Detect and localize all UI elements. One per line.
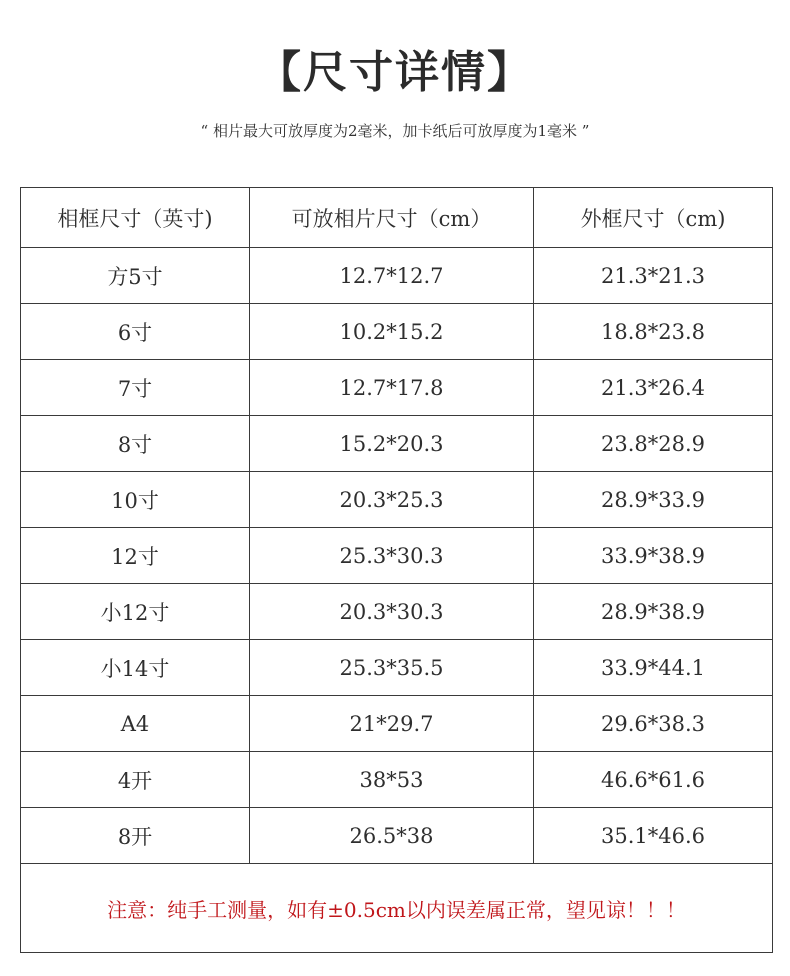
page-subtitle: “ 相片最大可放厚度为2毫米，加卡纸后可放厚度为1毫米 ” (200, 122, 590, 140)
cell-photo-size: 15.2*20.3 (250, 416, 534, 472)
header-frame-size: 相框尺寸（英寸) (21, 188, 250, 248)
measurement-note: 注意：纯手工测量，如有±0.5cm以内误差属正常，望见谅！！！ (21, 864, 773, 953)
cell-outer-size: 33.9*38.9 (534, 528, 773, 584)
cell-frame-size: 8开 (21, 808, 250, 864)
table-header-row (21, 188, 773, 248)
cell-outer-size: 21.3*26.4 (534, 360, 773, 416)
cell-frame-size: 7寸 (21, 360, 250, 416)
table-row (21, 752, 773, 808)
cell-photo-size: 20.3*30.3 (250, 584, 534, 640)
header-outer-size: 外框尺寸（cm) (534, 188, 773, 248)
table-row (21, 304, 773, 360)
cell-photo-size: 12.7*12.7 (250, 248, 534, 304)
table-row (21, 248, 773, 304)
table-row (21, 696, 773, 752)
cell-frame-size: 10寸 (21, 472, 250, 528)
size-table (20, 187, 773, 953)
cell-outer-size: 35.1*46.6 (534, 808, 773, 864)
cell-frame-size: A4 (21, 696, 250, 752)
cell-photo-size: 38*53 (250, 752, 534, 808)
table-row (21, 808, 773, 864)
table-row (21, 360, 773, 416)
cell-frame-size: 小14寸 (21, 640, 250, 696)
cell-outer-size: 28.9*38.9 (534, 584, 773, 640)
header-photo-size: 可放相片尺寸（cm） (250, 188, 534, 248)
cell-outer-size: 23.8*28.9 (534, 416, 773, 472)
table-body (21, 248, 773, 953)
cell-frame-size: 6寸 (21, 304, 250, 360)
cell-photo-size: 12.7*17.8 (250, 360, 534, 416)
cell-outer-size: 33.9*44.1 (534, 640, 773, 696)
table-row (21, 528, 773, 584)
cell-outer-size: 46.6*61.6 (534, 752, 773, 808)
table-note-row (21, 864, 773, 953)
cell-photo-size: 26.5*38 (250, 808, 534, 864)
cell-frame-size: 方5寸 (21, 248, 250, 304)
cell-outer-size: 28.9*33.9 (534, 472, 773, 528)
table-row (21, 472, 773, 528)
table-row (21, 640, 773, 696)
cell-photo-size: 21*29.7 (250, 696, 534, 752)
cell-outer-size: 29.6*38.3 (534, 696, 773, 752)
table-row (21, 584, 773, 640)
cell-outer-size: 21.3*21.3 (534, 248, 773, 304)
cell-outer-size: 18.8*23.8 (534, 304, 773, 360)
cell-frame-size: 8寸 (21, 416, 250, 472)
cell-frame-size: 12寸 (21, 528, 250, 584)
cell-photo-size: 20.3*25.3 (250, 472, 534, 528)
cell-photo-size: 25.3*30.3 (250, 528, 534, 584)
table-row (21, 416, 773, 472)
page-title: 【尺寸详情】 (257, 47, 533, 98)
cell-photo-size: 25.3*35.5 (250, 640, 534, 696)
cell-frame-size: 小12寸 (21, 584, 250, 640)
cell-frame-size: 4开 (21, 752, 250, 808)
cell-photo-size: 10.2*15.2 (250, 304, 534, 360)
